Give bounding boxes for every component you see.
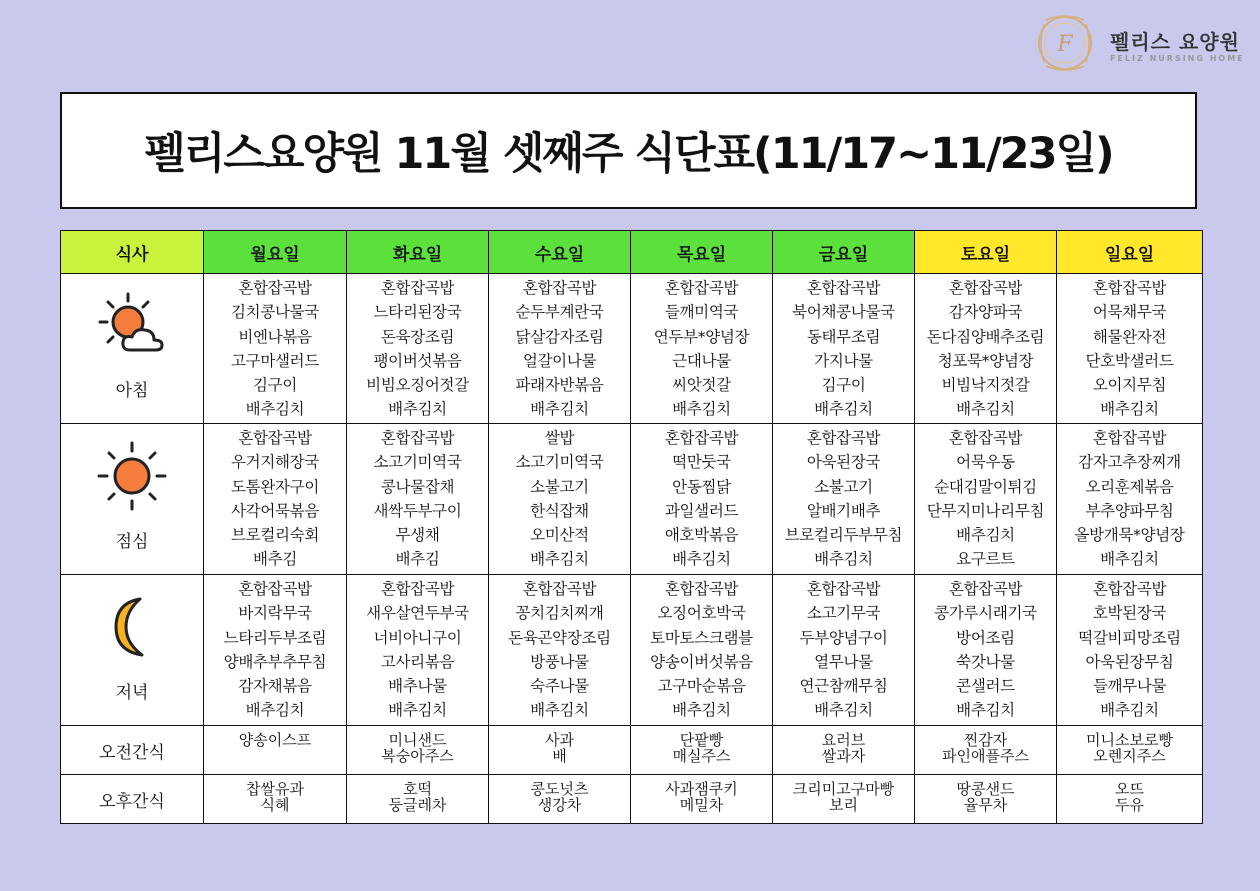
header-day-fri: 금요일 [773,231,915,274]
dish-list [1057,575,1202,723]
dish-item: 방어조림 [956,628,1015,647]
dish-list [489,424,630,572]
dish-item: 배추김치 [672,550,731,569]
dish-item: 어묵우동 [956,453,1015,472]
snack-items [204,775,346,813]
snack-items [915,726,1056,764]
dish-item: 콩나물잡채 [380,477,455,496]
dish-item: 소고기무국 [806,604,881,623]
dish-item: 호박된장국 [1092,604,1167,623]
snack-item: 둥글레차 [388,796,447,814]
menu-cell-sat [915,575,1057,726]
dish-item: 근대나물 [672,351,731,370]
dish-item: 단호박샐러드 [1085,351,1174,370]
dish-item: 애호박볶음 [664,526,739,545]
dish-item: 혼합잡곡밥 [806,429,881,447]
dish-list [489,575,630,723]
menu-cell-thu [631,575,773,726]
dish-list [915,424,1056,572]
dish-item: 쌀밥 [544,429,575,447]
dish-item: 올방개묵*양념장 [1074,526,1185,545]
dish-item: 혼합잡곡밥 [238,580,312,598]
dish-item: 혼합잡곡밥 [806,279,881,297]
moon-icon [96,591,168,667]
menu-cell-tue [347,575,489,726]
meal-row [61,424,1203,575]
dish-item: 새싹두부구이 [373,501,462,520]
dish-item: 배추김치 [1100,550,1159,569]
dish-item: 배추김치 [956,701,1015,720]
dish-item: 배추김치 [672,701,731,720]
snack-items [631,726,772,764]
dish-item: 콩가루시래기국 [934,604,1037,623]
snack-item: 호떡 [403,780,432,798]
dish-item: 바지락무국 [238,604,312,623]
dish-item: 배추김 [395,550,440,569]
dish-item: 혼합잡곡밥 [522,580,597,598]
header-day-tue: 화요일 [347,231,489,274]
dish-list [915,575,1056,723]
snack-item: 사과잼쿠키 [665,780,738,798]
menu-cell-fri [773,274,915,424]
dish-item: 배추김치 [530,550,589,569]
meal-label-cell [61,274,204,424]
snack-cell-mon [204,775,347,824]
dish-item: 소고기미역국 [515,453,604,472]
dish-item: 어묵채무국 [1092,303,1167,322]
dish-item: 김치콩나물국 [230,303,320,322]
dish-item: 고사리볶음 [380,652,455,671]
dish-item: 배추김 [252,550,298,569]
dish-item: 배추김치 [530,400,589,419]
dish-item: 느타리된장국 [373,303,462,322]
dish-item: 팽이버섯볶음 [373,351,462,370]
dish-item: 닭살감자조림 [515,327,604,346]
dish-item: 느타리두부조림 [223,628,327,647]
dish-item: 고구마순볶음 [657,677,746,696]
dish-item: 혼합잡곡밥 [664,580,739,598]
dish-item: 브로컬리두부무침 [784,526,903,545]
snack-cell-wed [489,775,631,824]
menu-cell-mon [204,575,347,726]
header-day-sun: 일요일 [1057,231,1203,274]
dish-item: 혼합잡곡밥 [380,279,455,297]
brand-subtitle: FELIZ NURSING HOME [1110,54,1245,63]
dish-item: 감자고추장찌개 [1078,453,1181,472]
snack-items [489,775,630,813]
dish-item: 연근참깨무침 [799,677,888,696]
dish-item: 혼합잡곡밥 [1092,279,1167,297]
dish-item: 오미산적 [530,526,589,545]
dish-list [204,274,346,422]
dish-item: 혼합잡곡밥 [238,429,312,447]
dish-item: 혼합잡곡밥 [664,279,739,297]
menu-cell-tue [347,424,489,575]
snack-items [204,726,346,748]
snack-item: 단팥빵 [679,731,724,749]
dish-item: 혼합잡곡밥 [522,279,597,297]
dish-item: 고구마샐러드 [230,351,320,370]
header-day-sat: 토요일 [915,231,1057,274]
snack-item: 메밀차 [679,796,724,814]
dish-list [347,274,488,422]
page-title: 펠리스요양원 11월 셋째주 식단표(11/17~11/23일) [144,129,1113,179]
dish-item: 배추김치 [1100,400,1159,419]
meal-row [61,575,1203,726]
snack-item: 요러브 [821,731,866,749]
snack-row [61,726,1203,775]
dish-item: 도톰완자구이 [230,477,320,496]
dish-item: 혼합잡곡밥 [948,279,1023,297]
dish-item: 배추김치 [245,701,305,720]
dish-list [631,575,772,723]
dish-item: 배추김치 [814,701,873,720]
snack-item: 찐감자 [963,731,1008,749]
brand-logo [1034,12,1244,72]
snack-label: 오후간식 [61,775,204,824]
dish-item: 동태무조림 [806,327,881,346]
header-day-thu: 목요일 [631,231,773,274]
snack-cell-wed [489,726,631,775]
dish-list [204,424,346,572]
dish-item: 오이지무침 [1092,376,1167,395]
dish-item: 소불고기 [530,477,589,496]
snack-item: 찹쌀유과 [246,780,304,798]
dish-item: 비엔나볶음 [238,327,312,346]
dish-item: 배추나물 [388,677,447,696]
snack-item: 복숭아주스 [381,747,454,765]
menu-cell-thu [631,424,773,575]
snack-item: 율무차 [963,796,1008,814]
menu-cell-fri [773,575,915,726]
dish-list [773,575,914,723]
dish-item: 콘샐러드 [956,677,1015,696]
dish-item: 새우살연두부국 [366,604,469,623]
snack-item: 쌀과자 [821,747,866,765]
menu-cell-fri [773,424,915,575]
snack-item: 오뜨 [1115,780,1144,798]
dish-list [773,424,914,572]
dish-item: 배추김치 [245,400,305,419]
meal-label: 아침 [115,381,149,401]
meal-label-cell [61,424,204,575]
snack-item: 매실주스 [672,747,731,765]
dish-item: 부추양파무침 [1085,501,1174,520]
snack-cell-tue [347,726,489,775]
dish-item: 혼합잡곡밥 [948,580,1023,598]
dish-item: 순대김말이튀김 [934,477,1037,496]
meal-label-cell [61,575,204,726]
dish-item: 알배기배추 [806,501,881,520]
dish-item: 돈육장조림 [380,327,455,346]
meal-label: 점심 [115,532,149,552]
snack-cell-fri [773,775,915,824]
snack-cell-sat [915,775,1057,824]
dish-item: 연두부*양념장 [653,327,750,346]
dish-item: 배추김치 [672,400,731,419]
snack-items [489,726,630,764]
brand-name: 펠리스 요양원 [1110,30,1240,54]
header-day-mon: 월요일 [204,231,347,274]
menu-cell-mon [204,424,347,575]
snack-item: 배 [552,747,567,765]
header-meal: 식사 [61,231,204,274]
dish-item: 토마토스크램블 [650,628,753,647]
dish-item: 배추김치 [1100,701,1159,720]
snack-items [347,775,488,813]
snack-item: 사과 [545,731,574,749]
dish-item: 소불고기 [814,477,873,496]
dish-item: 배추김치 [814,400,873,419]
dish-item: 돈다짐양배추조림 [926,327,1045,346]
snack-items [915,775,1056,813]
menu-cell-sat [915,424,1057,575]
snack-row [61,775,1203,824]
menu-cell-tue [347,274,489,424]
dish-list [631,274,772,422]
dish-item: 혼합잡곡밥 [380,429,455,447]
dish-list [1057,274,1202,422]
dish-item: 아욱된장무침 [1085,652,1174,671]
menu-cell-wed [489,274,631,424]
dish-item: 배추김치 [388,400,447,419]
dish-item: 양배추부추무침 [223,652,327,671]
dish-list [773,274,914,422]
snack-item: 크리미고구마빵 [792,780,895,798]
menu-cell-wed [489,424,631,575]
snack-items [1057,726,1202,764]
snack-cell-mon [204,726,347,775]
feliz-emblem-icon [1034,12,1096,74]
snack-items [1057,775,1202,813]
title-box [60,92,1197,209]
snack-item: 두유 [1115,796,1144,814]
snack-item: 땅콩샌드 [956,780,1015,798]
snack-cell-thu [631,775,773,824]
dish-item: 돈육곤약장조림 [508,628,611,647]
dish-item: 들깨무나물 [1092,677,1167,696]
dish-item: 배추김치 [956,400,1015,419]
snack-cell-sat [915,726,1057,775]
sun-cloud-icon [96,290,168,366]
snack-item: 콩도넛츠 [530,780,589,798]
dish-item: 과일샐러드 [664,501,739,520]
dish-list [347,575,488,723]
dish-item: 혼합잡곡밥 [238,279,312,297]
dish-item: 김구이 [252,376,298,395]
dish-item: 배추김치 [956,526,1015,545]
dish-item: 오징어호박국 [657,604,746,623]
snack-item: 미니소보로빵 [1086,731,1173,749]
dish-list [204,575,346,723]
sun-icon [96,440,168,516]
dish-item: 숙주나물 [530,677,589,696]
menu-cell-sat [915,274,1057,424]
dish-list [631,424,772,572]
dish-item: 혼합잡곡밥 [948,429,1023,447]
dish-item: 요구르트 [956,550,1015,569]
snack-items [773,726,914,764]
dish-item: 소고기미역국 [373,453,462,472]
menu-cell-sun [1057,424,1203,575]
snack-cell-fri [773,726,915,775]
dish-item: 두부양념구이 [799,628,888,647]
menu-cell-mon [204,274,347,424]
dish-item: 아욱된장국 [806,453,881,472]
dish-item: 안동찜닭 [672,477,731,496]
dish-item: 방풍나물 [530,652,589,671]
dish-item: 양송이버섯볶음 [650,652,753,671]
dish-list [915,274,1056,422]
dish-item: 파래자반볶음 [515,376,604,395]
snack-cell-tue [347,775,489,824]
dish-item: 떡만둣국 [672,453,731,472]
snack-item: 보리 [829,796,858,814]
dish-item: 혼합잡곡밥 [806,580,881,598]
header-day-wed: 수요일 [489,231,631,274]
snack-item: 식혜 [260,796,290,814]
emblem-letter: F [1057,32,1073,57]
snack-cell-sun [1057,726,1203,775]
dish-item: 사각어묵볶음 [230,501,320,520]
dish-item: 들깨미역국 [664,303,739,322]
snack-items [631,775,772,813]
dish-item: 순두부계란국 [515,303,604,322]
dish-item: 배추김치 [388,701,447,720]
dish-item: 북어채콩나물국 [792,303,895,322]
dish-item: 비빔낙지젓갈 [941,376,1030,395]
dish-item: 청포묵*양념장 [937,351,1034,370]
snack-item: 생강차 [537,796,582,814]
dish-item: 오리훈제볶음 [1085,477,1174,496]
menu-cell-thu [631,274,773,424]
dish-item: 혼합잡곡밥 [664,429,739,447]
dish-item: 무생채 [395,526,440,545]
dish-list [347,424,488,572]
menu-cell-sun [1057,575,1203,726]
dish-item: 우거지해장국 [230,453,320,472]
header-row [61,231,1203,274]
dish-item: 비빔오징어젓갈 [366,376,469,395]
dish-item: 브로컬리숙회 [230,526,320,545]
dish-item: 가지나물 [814,351,873,370]
dish-item: 혼합잡곡밥 [380,580,455,598]
dish-item: 김구이 [821,376,866,395]
snack-items [347,726,488,764]
dish-item: 배추김치 [814,550,873,569]
dish-item: 해물완자전 [1092,327,1167,346]
dish-item: 감자양파국 [948,303,1023,322]
dish-item: 쑥갓나물 [956,652,1015,671]
menu-table [60,230,1203,824]
dish-item: 감자채볶음 [238,677,312,696]
dish-list [1057,424,1202,572]
dish-item: 혼합잡곡밥 [1092,580,1167,598]
snack-item: 양송이스프 [238,731,312,749]
snack-item: 파인애플주스 [942,747,1029,765]
menu-cell-wed [489,575,631,726]
dish-item: 열무나물 [814,652,873,671]
dish-item: 너비아니구이 [373,628,462,647]
dish-item: 떡갈비피망조림 [1078,628,1181,647]
dish-item: 한식잡채 [530,501,589,520]
dish-item: 얼갈이나물 [522,351,597,370]
dish-list [489,274,630,422]
dish-item: 꽁치김치찌개 [515,604,604,623]
snack-cell-thu [631,726,773,775]
snack-item: 오렌지주스 [1093,747,1166,765]
meal-row [61,274,1203,424]
menu-cell-sun [1057,274,1203,424]
dish-item: 씨앗젓갈 [672,376,731,395]
meal-label: 저녁 [115,683,149,703]
snack-label: 오전간식 [61,726,204,775]
snack-items [773,775,914,813]
dish-item: 혼합잡곡밥 [1092,429,1167,447]
dish-item: 단무지미나리무침 [926,501,1045,520]
dish-item: 배추김치 [530,701,589,720]
snack-item: 미니샌드 [388,731,447,749]
snack-cell-sun [1057,775,1203,824]
